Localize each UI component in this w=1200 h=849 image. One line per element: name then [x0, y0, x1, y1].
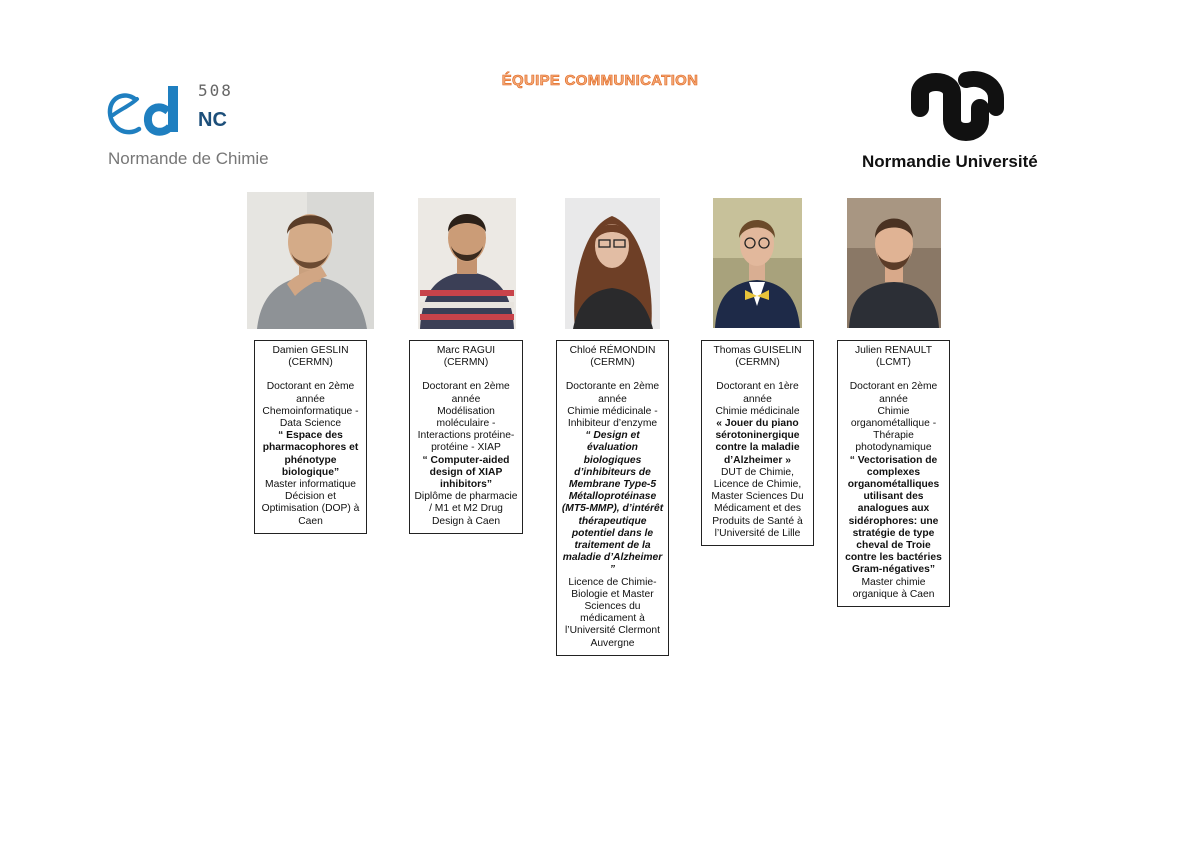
member-card — [556, 340, 669, 656]
member-thesis: “ Design et évaluation biologiques d’inhibiteurs de Membrane Type-5 Métalloprotéinase (MT5-MMP), d’intérêt thérapeutique potentiel dans le traitement de la maladie d’Alzheimer ” — [561, 430, 664, 576]
member-thesis: “ Vectorisation de complexes organométalliques utilisant des analogues aux sidérophores: une stratégie de type cheval de Troie contre les bactéries Gram-négatives” — [845, 454, 942, 576]
member-photo-remondin — [565, 198, 660, 329]
member-lab: (CERMN) — [288, 357, 333, 369]
ed-number: 508 — [198, 81, 233, 100]
member-thesis: “ Computer-aided design of XIAP inhibitors” — [422, 454, 510, 491]
member-thesis: « Jouer du piano sérotoninergique contre la maladie d’Alzheimer » — [715, 418, 800, 466]
member-field: Modélisation moléculaire - Interactions protéine-protéine - XIAP — [417, 405, 515, 454]
ed-logo-mark-icon — [105, 85, 195, 141]
member-education: DUT de Chimie, Licence de Chimie, Master Sciences Du Médicament et des Produits de Santé à l’Université de Lille — [711, 466, 804, 539]
normandie-universite-mark-icon — [908, 68, 1008, 146]
member-lab: (CERMN) — [735, 357, 780, 369]
portrait-icon — [847, 198, 941, 328]
portrait-icon — [247, 192, 374, 329]
member-photo-geslin — [247, 192, 374, 329]
member-photo-ragui — [418, 198, 516, 329]
member-photo-guiselin — [713, 198, 802, 328]
member-card — [409, 340, 523, 534]
member-education: Diplôme de pharmacie / M1 et M2 Drug Design à Caen — [414, 491, 518, 527]
member-lab: (CERMN) — [443, 357, 489, 369]
member-status: Doctorante en 2ème année — [565, 381, 660, 405]
member-lab: (LCMT) — [876, 357, 911, 369]
member-education: Master informatique Décision et Optimisation (DOP) à Caen — [261, 479, 360, 527]
member-education: Master chimie organique à Caen — [852, 576, 935, 600]
member-field: Chimie médicinale - Inhibiteur d’enzyme — [567, 405, 658, 430]
member-name: Thomas GUISELIN — [713, 345, 802, 356]
member-name: Julien RENAULT — [854, 345, 933, 356]
member-field: Chemoinformatique - Data Science — [262, 405, 359, 430]
member-status: Doctorant en 2ème année — [266, 381, 355, 405]
member-card — [837, 340, 950, 607]
member-card — [254, 340, 367, 534]
normandie-universite-logo — [860, 68, 1070, 178]
member-thesis: “ Espace des pharmacophores et phénotype biologique” — [262, 430, 359, 478]
portrait-icon — [713, 198, 802, 328]
member-photo-renault — [847, 198, 941, 328]
ed-normande-chimie-logo — [105, 81, 305, 175]
member-field: Chimie organométallique - Thérapie photodynamique — [850, 405, 937, 454]
member-education: Licence de Chimie-Biologie et Master Sciences du médicament à l’Université Clermont Auvergne — [565, 576, 660, 649]
member-card — [701, 340, 814, 546]
member-name: Chloé RÉMONDIN — [569, 345, 656, 356]
member-status: Doctorant en 2ème année — [849, 381, 938, 405]
member-name: Damien GESLIN — [272, 345, 349, 356]
portrait-icon — [418, 198, 516, 329]
ed-acronym: NC — [198, 109, 227, 131]
portrait-icon — [565, 198, 660, 329]
ed-subtitle: Normande de Chimie — [108, 149, 269, 168]
member-status: Doctorant en 2ème année — [422, 381, 510, 405]
university-name: Normandie Université — [862, 152, 1038, 171]
page-title: ÉQUIPE COMMUNICATION — [501, 72, 699, 89]
member-name: Marc RAGUI — [436, 345, 496, 356]
member-status: Doctorant en 1ère année — [716, 381, 799, 405]
member-field: Chimie médicinale — [715, 405, 800, 417]
member-lab: (CERMN) — [590, 357, 635, 369]
